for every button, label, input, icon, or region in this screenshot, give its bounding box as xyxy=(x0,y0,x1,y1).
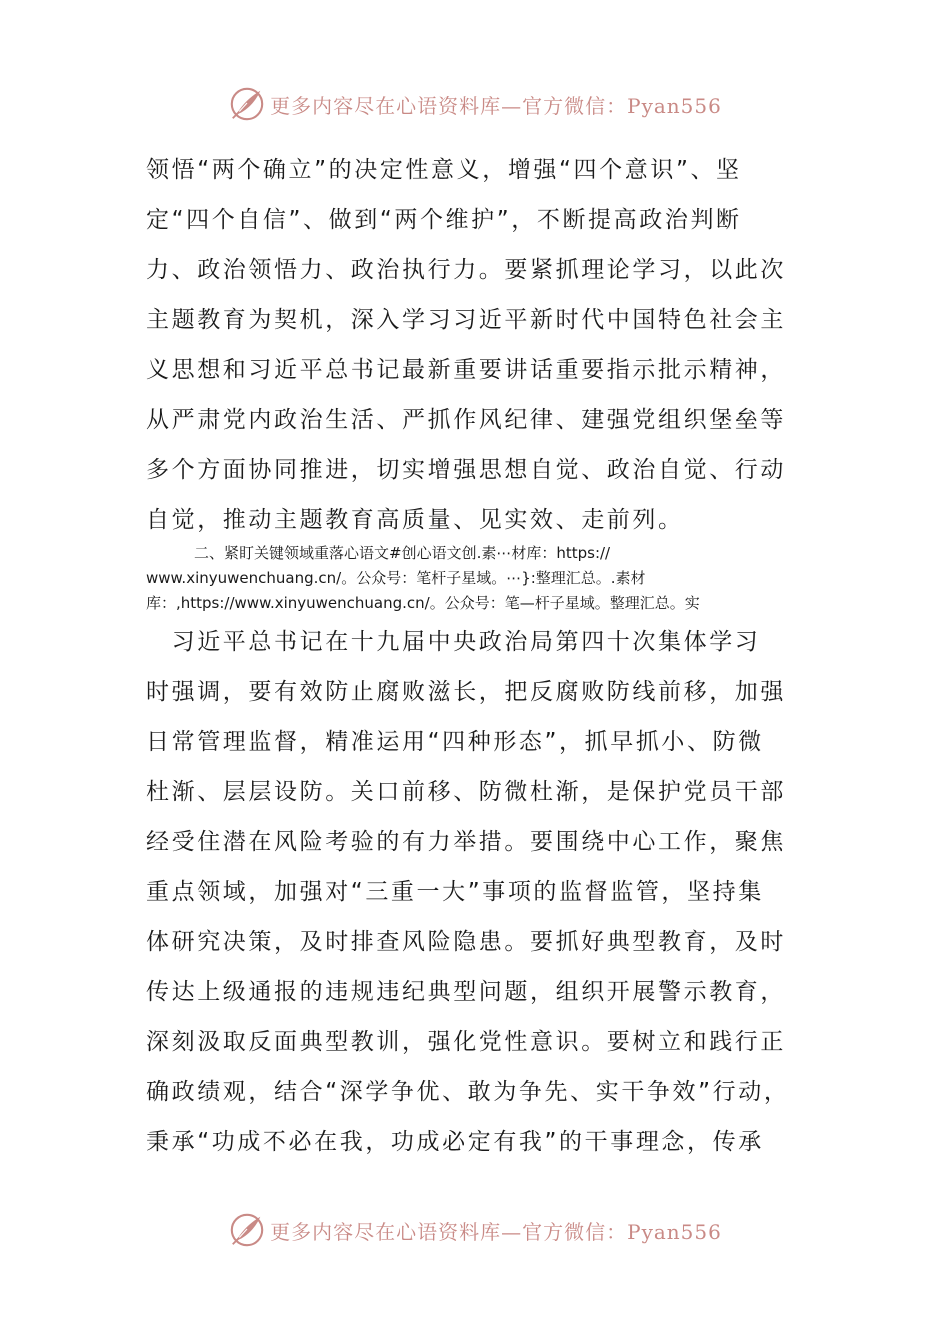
text-line: 体研究决策，及时排查风险隐患。要抓好典型教育，及时 xyxy=(146,929,786,955)
text-line: 定“四个自信”、做到“两个维护”，不断提高政治判断 xyxy=(146,207,742,233)
text-line: 秉承“功成不必在我，功成必定有我”的干事理念，传承 xyxy=(146,1129,764,1155)
section-heading xyxy=(146,541,806,616)
text-line: 经受住潜在风险考验的有力举措。要围绕中心工作，聚焦 xyxy=(146,829,786,855)
footer-watermark-text: 更多内容尽在心语资料库—官方微信：Pyan556 xyxy=(270,1219,722,1244)
text-line: 力、政治领悟力、政治执行力。要紧抓理论学习，以此次 xyxy=(146,257,786,283)
text-line: 主题教育为契机，深入学习习近平新时代中国特色社会主 xyxy=(146,307,786,333)
text-line: 习近平总书记在十九届中央政治局第四十次集体学习 xyxy=(146,629,761,655)
text-line: 义思想和习近平总书记最新重要讲话重要指示批示精神， xyxy=(146,357,786,383)
text-line: 日常管理监督，精准运用“四种形态”，抓早抓小、防微 xyxy=(146,729,764,755)
heading-line: 二、紧盯关键领域重落心语文#创心语文创.素⋯材库：https:// xyxy=(194,544,611,562)
text-line: 传达上级通报的违规违纪典型问题，组织开展警示教育， xyxy=(146,979,786,1005)
text-line: 多个方面协同推进，切实增强思想自觉、政治自觉、行动 xyxy=(146,457,786,483)
text-line: 杜渐、层层设防。关口前移、防微杜渐，是保护党员干部 xyxy=(146,779,786,805)
paragraph-2 xyxy=(146,617,806,1167)
text-line: 重点领域，加强对“三重一大”事项的监督监管，坚持集 xyxy=(146,879,764,905)
text-line: 从严肃党内政治生活、严抓作风纪律、建强党组织堡垒等 xyxy=(146,407,786,433)
header-watermark-text: 更多内容尽在心语资料库—官方微信：Pyan556 xyxy=(270,93,722,118)
text-line: 确政绩观，结合“深学争优、敢为争先、实干争效”行动， xyxy=(146,1079,790,1105)
text-line: 自觉，推动主题教育高质量、见实效、走前列。 xyxy=(146,507,684,533)
paragraph-1 xyxy=(146,145,806,545)
heading-line: 库：,https://www.xinyuwenchuang.cn/。公众号：笔—杆子星域。整理汇总。实 xyxy=(146,594,700,612)
text-line: 时强调，要有效防止腐败滋长，把反腐败防线前移，加强 xyxy=(146,679,786,705)
quill-logo-icon xyxy=(228,1211,266,1249)
quill-logo-icon xyxy=(228,85,266,123)
heading-line: www.xinyuwenchuang.cn/。公众号：笔杆子星域。⋯}:整理汇总。.素材 xyxy=(146,569,646,587)
footer-watermark-banner xyxy=(0,1210,950,1250)
header-watermark-banner xyxy=(0,84,950,124)
text-line: 深刻汲取反面典型教训，强化党性意识。要树立和践行正 xyxy=(146,1029,786,1055)
text-line: 领悟“两个确立”的决定性意义，增强“四个意识”、坚 xyxy=(146,157,742,183)
